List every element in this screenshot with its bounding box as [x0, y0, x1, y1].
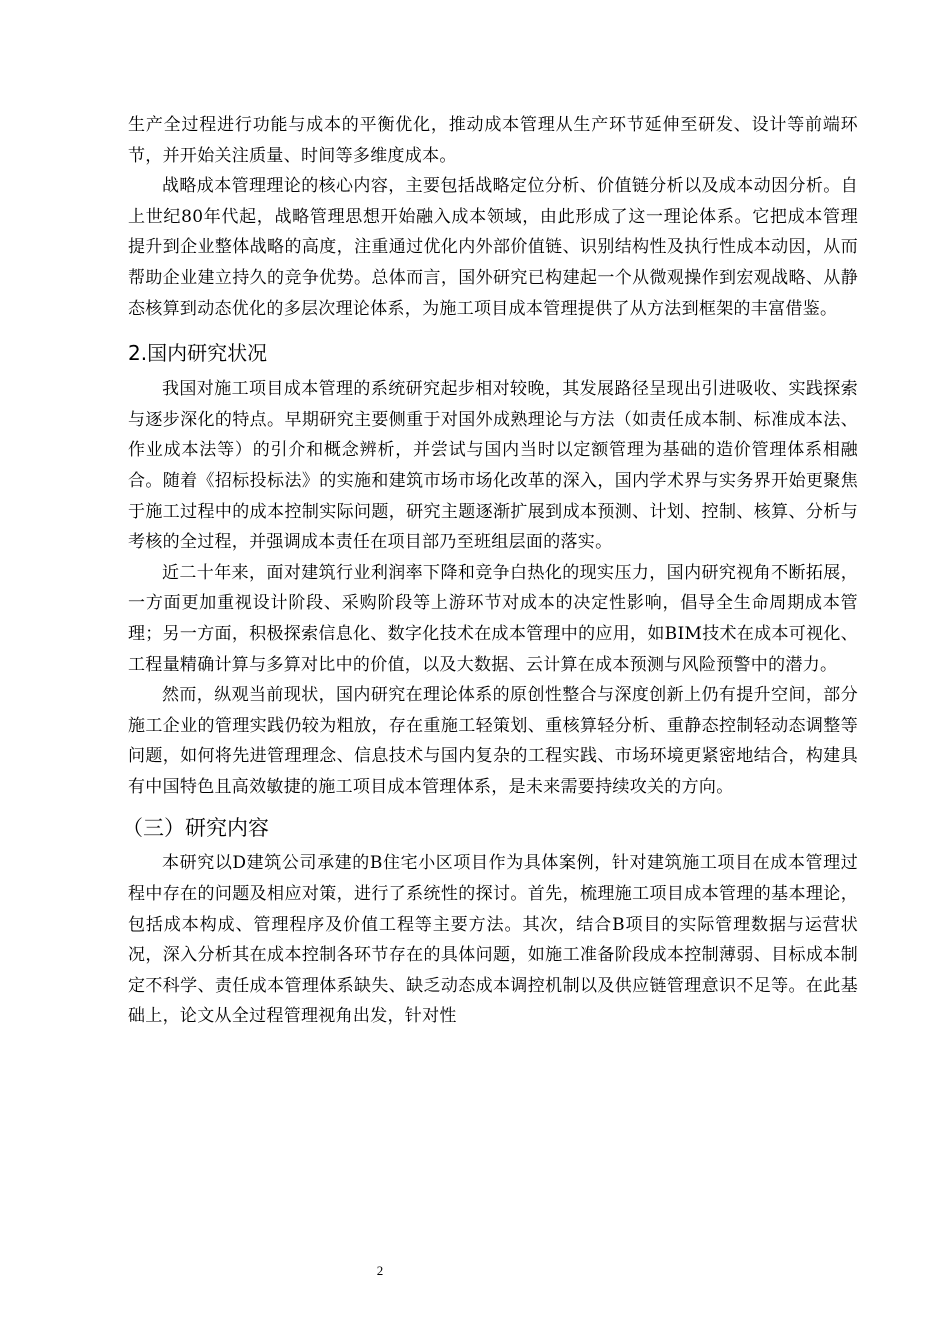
- paragraph-research-content: 本研究以D建筑公司承建的B住宅小区项目作为具体案例，针对建筑施工项目在成本管理过程中存在的问题及相应对策，进行了系统性的探讨。首先，梳理施工项目成本管理的基本理论，包括成本构成、管理程序及价值工程等主要方法。其次，结合B项目的实际管理数据与运营状况，深入分析其在成本控制各环节存在的具体问题，如施工准备阶段成本控制薄弱、目标成本制定不科学、责任成本管理体系缺失、缺乏动态成本调控机制以及供应链管理意识不足等。在此基础上，论文从全过程管理视角出发，针对性: [128, 853, 858, 1027]
- paragraph-domestic-2: 近二十年来，面对建筑行业利润率下降和竞争白热化的现实压力，国内研究视角不断拓展，一方面更加重视设计阶段、采购阶段等上游环节对成本的决定性影响，倡导全生命周期成本管理；另一方面，积极探索信息化、数字化技术在成本管理中的应用，如BIM技术在成本可视化、工程量精确计算与多算对比中的价值，以及大数据、云计算在成本预测与风险预警中的潜力。: [128, 562, 858, 675]
- section-heading-domestic-research: 2.国内研究状况: [128, 341, 268, 366]
- paragraph-domestic-3: 然而，纵观当前现状，国内研究在理论体系的原创性整合与深度创新上仍有提升空间，部分施工企业的管理实践仍较为粗放，存在重施工轻策划、重核算轻分析、重静态控制轻动态调整等问题，如何将先进管理理念、信息技术与国内复杂的工程实践、市场环境更紧密地结合，构建具有中国特色且高效敏捷的施工项目成本管理体系，是未来需要持续攻关的方向。: [128, 685, 858, 797]
- page-number: 2: [376, 1263, 384, 1278]
- paragraph-continuation: 生产全过程进行功能与成本的平衡优化，推动成本管理从生产环节延伸至研发、设计等前端环节，并开始关注质量、时间等多维度成本。: [128, 115, 858, 166]
- paragraph-domestic-1: 我国对施工项目成本管理的系统研究起步相对较晚，其发展路径呈现出引进吸收、实践探索与逐步深化的特点。早期研究主要侧重于对国外成熟理论与方法（如责任成本制、标准成本法、作业成本法等）的引介和概念辨析，并尝试与国内当时以定额管理为基础的造价管理体系相融合。随着《招标投标法》的实施和建筑市场市场化改革的深入，国内学术界与实务界开始更聚焦于施工过程中的成本控制实际问题，研究主题逐渐扩展到成本预测、计划、控制、核算、分析与考核的全过程，并强调成本责任在项目部乃至班组层面的落实。: [128, 379, 858, 553]
- paragraph-strategic-cost: 战略成本管理理论的核心内容，主要包括战略定位分析、价值链分析以及成本动因分析。自上世纪80年代起，战略管理思想开始融入成本领域，由此形成了这一理论体系。它把成本管理提升到企业整体战略的高度，注重通过优化内外部价值链、识别结构性及执行性成本动因，从而帮助企业建立持久的竞争优势。总体而言，国外研究已构建起一个从微观操作到宏观战略、从静态核算到动态优化的多层次理论体系，为施工项目成本管理提供了从方法到框架的丰富借鉴。: [128, 176, 858, 319]
- document-page: [122, 110, 858, 1032]
- section-heading-research-content: （三）研究内容: [122, 816, 269, 841]
